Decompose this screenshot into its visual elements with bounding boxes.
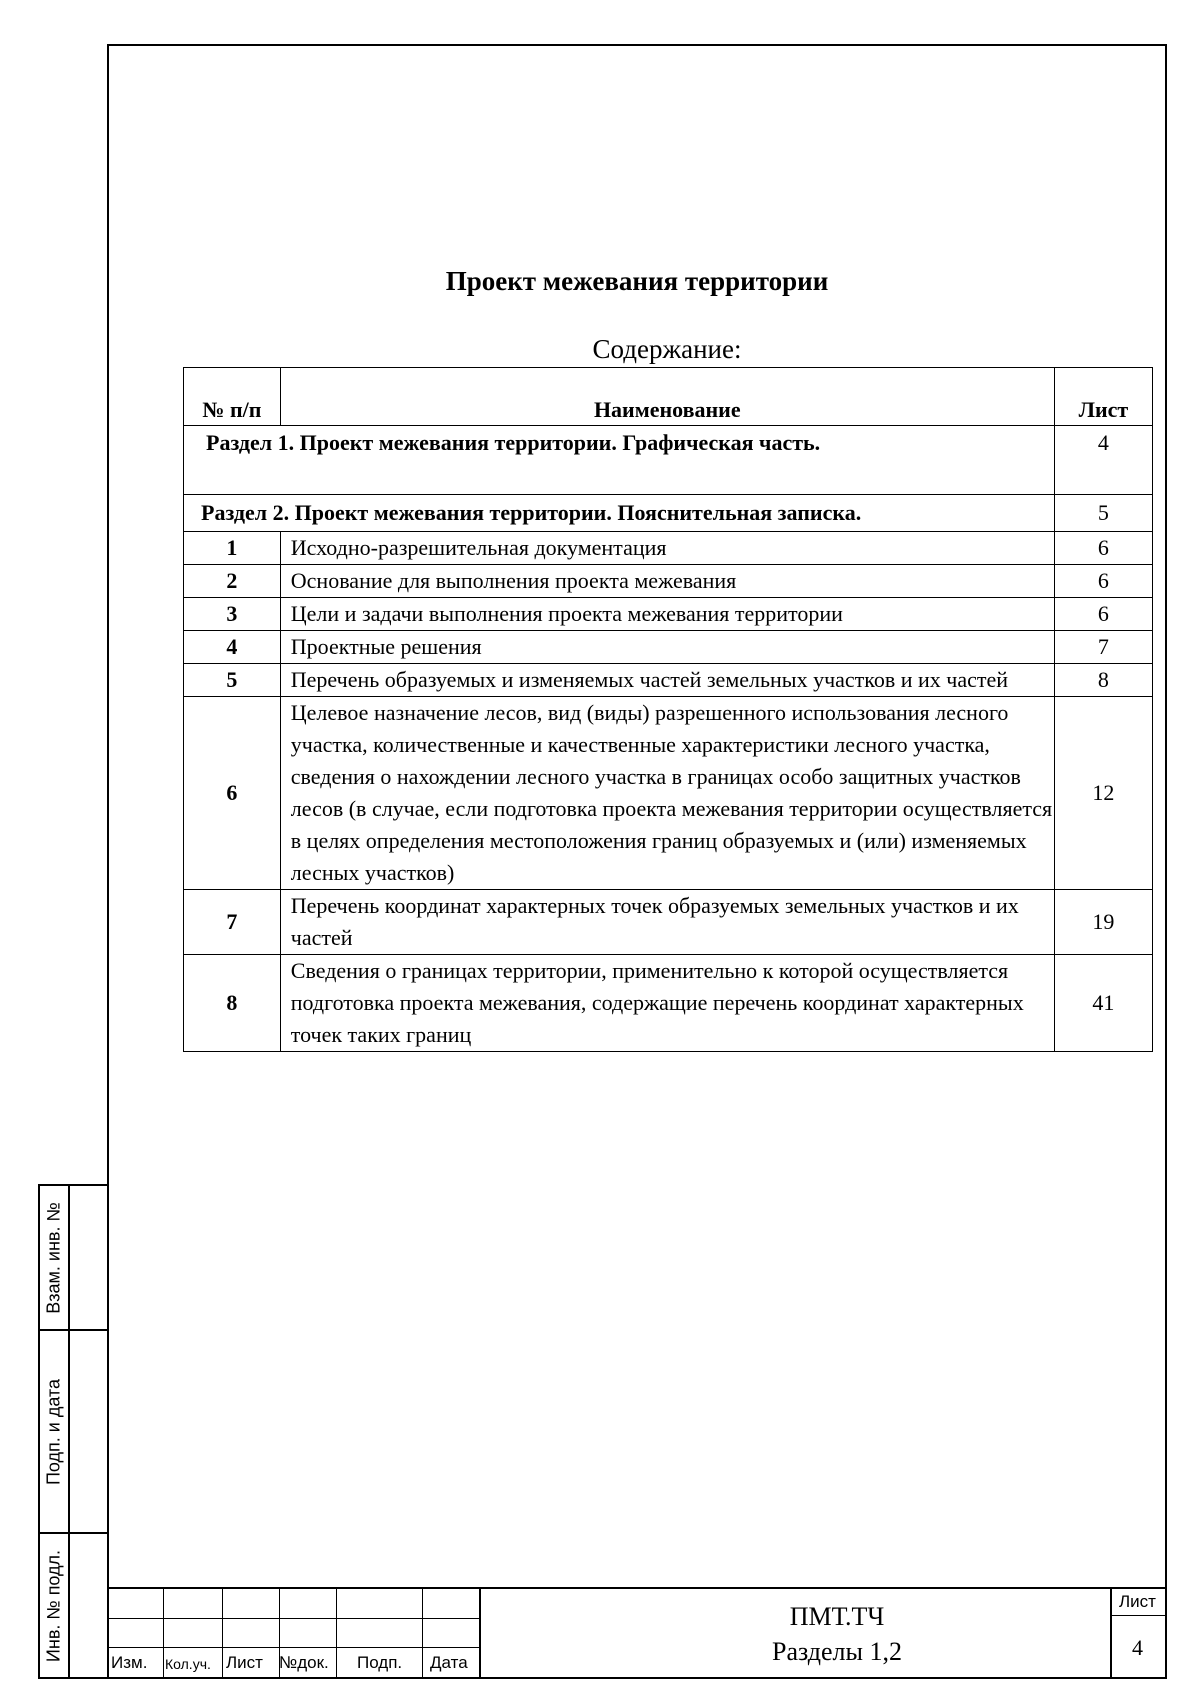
col-podp: Подп. [357, 1653, 403, 1672]
row-num: 8 [184, 955, 281, 1052]
stamp-vzam-label: Взам. инв. № [43, 1201, 64, 1314]
section-row [184, 426, 1153, 495]
col-list: Лист [226, 1653, 263, 1672]
section-name: Раздел 2. Проект межевания территории. Пояснительная записка. [184, 495, 1055, 532]
document-code: ПМТ.ТЧ [789, 1602, 885, 1631]
row-num: 4 [184, 631, 281, 664]
col-kol-uch: Кол.уч. [165, 1656, 211, 1672]
stamp-label-cell [40, 1534, 70, 1677]
header-name: Наименование [280, 368, 1054, 426]
row-sheet: 6 [1054, 598, 1152, 631]
row-name: Проектные решения [280, 631, 1054, 664]
header-sheet: Лист [1054, 368, 1152, 426]
document-title: Проект межевания территории [445, 266, 829, 296]
tb-line [222, 1587, 223, 1679]
table-row [184, 697, 1153, 890]
stamp-inv-label: Инв. № подл. [43, 1549, 64, 1662]
row-name: Сведения о границах территории, применительно к которой осуществляется подготовка проекта межевания, содержащие перечень координат характерных точек таких границ [280, 955, 1054, 1052]
row-num: 5 [184, 664, 281, 697]
tb-line [1110, 1587, 1112, 1679]
stamp-podp-data [38, 1329, 107, 1534]
row-num: 1 [184, 532, 281, 565]
table-row [184, 664, 1153, 697]
document-sections: Разделы 1,2 [771, 1637, 902, 1666]
row-name: Перечень образуемых и изменяемых частей земельных участков и их частей [280, 664, 1054, 697]
row-sheet: 19 [1054, 890, 1152, 955]
row-name: Исходно-разрешительная документация [280, 532, 1054, 565]
table-row [184, 598, 1153, 631]
section-sheet: 5 [1054, 495, 1152, 532]
table-row [184, 565, 1153, 598]
sheet-number: 4 [1132, 1635, 1143, 1660]
table-row [184, 532, 1153, 565]
col-izm: Изм. [111, 1653, 148, 1672]
row-sheet: 6 [1054, 532, 1152, 565]
section-row [184, 495, 1153, 532]
col-data: Дата [430, 1653, 468, 1672]
section-sheet: 4 [1054, 426, 1152, 495]
tb-line [479, 1587, 481, 1679]
row-sheet: 41 [1054, 955, 1152, 1052]
header-num: № п/п [184, 368, 281, 426]
table-row [184, 890, 1153, 955]
stamp-label-cell [40, 1186, 70, 1329]
section-name: Раздел 1. Проект межевания территории. Графическая часть. [184, 426, 1055, 495]
tb-line [422, 1587, 423, 1679]
tb-line [336, 1587, 337, 1679]
table-header-row [184, 368, 1153, 426]
table-row [184, 955, 1153, 1052]
stamp-label-cell [40, 1331, 70, 1532]
row-sheet: 7 [1054, 631, 1152, 664]
row-name: Основание для выполнения проекта межевания [280, 565, 1054, 598]
stamp-podp-label: Подп. и дата [43, 1378, 64, 1485]
col-ndok: №док. [279, 1653, 329, 1672]
row-sheet: 6 [1054, 565, 1152, 598]
tb-line [1110, 1615, 1167, 1616]
table-row [184, 631, 1153, 664]
row-name: Цели и задачи выполнения проекта межевания территории [280, 598, 1054, 631]
row-num: 7 [184, 890, 281, 955]
contents-heading: Содержание: [592, 334, 742, 364]
tb-line [107, 1587, 1167, 1589]
sheet-label: Лист [1119, 1592, 1156, 1611]
tb-line [163, 1587, 164, 1679]
row-num: 3 [184, 598, 281, 631]
row-sheet: 12 [1054, 697, 1152, 890]
title-block [107, 1587, 1167, 1679]
contents-table [183, 367, 1153, 1052]
stamp-vzam-inv [38, 1184, 107, 1331]
row-sheet: 8 [1054, 664, 1152, 697]
row-num: 6 [184, 697, 281, 890]
row-num: 2 [184, 565, 281, 598]
row-name: Перечень координат характерных точек образуемых земельных участков и их частей [280, 890, 1054, 955]
row-name: Целевое назначение лесов, вид (виды) разрешенного использования лесного участка, количественные и качественные характеристики лесного участка, сведения о нахождении лесного участка в границах особо защитных участков лесов (в случае, если подготовка проекта межевания территории осуществляется в целях определения местоположения границ образуемых и (или) изменяемых лесных участков) [280, 697, 1054, 890]
stamp-inv-podl [38, 1532, 107, 1679]
